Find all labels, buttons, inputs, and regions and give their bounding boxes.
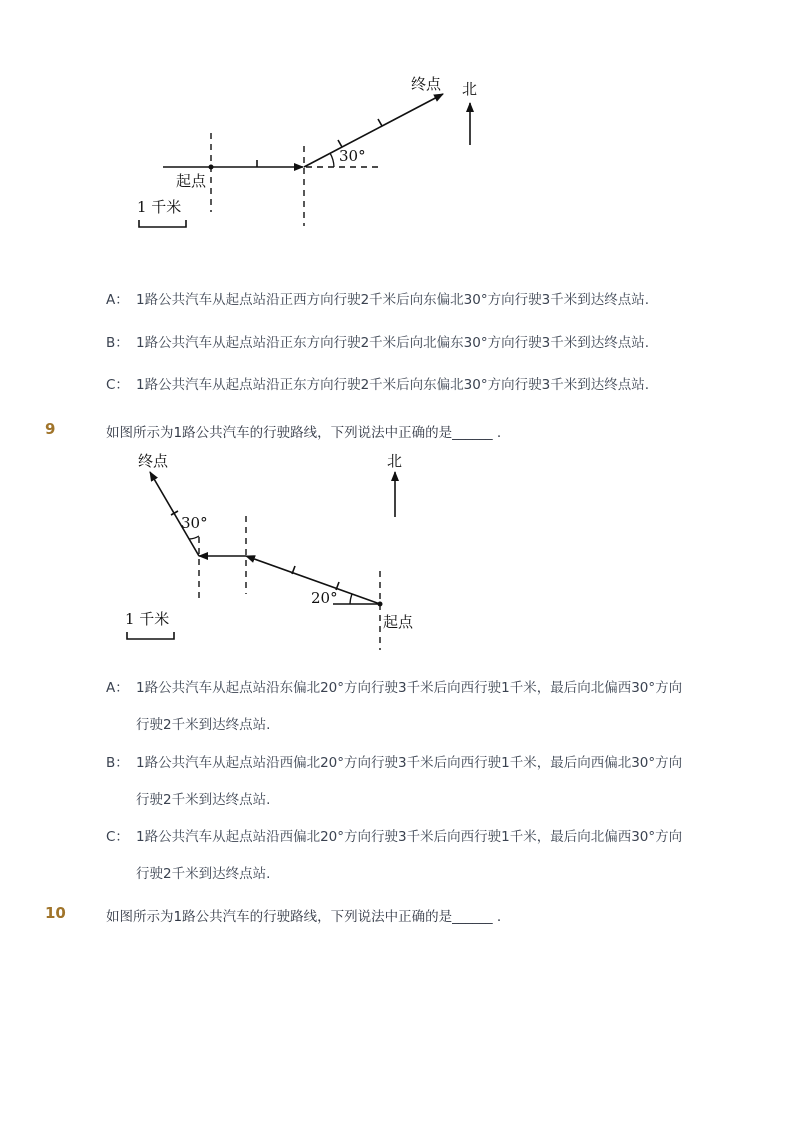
q9-option-a[interactable]	[106, 672, 682, 705]
angle-arc-30	[189, 536, 199, 539]
tick-mark	[378, 119, 382, 126]
start-label: 起点	[176, 172, 207, 190]
route-diagram-2	[0, 440, 800, 660]
start-point-dot	[209, 165, 214, 170]
north-label: 北	[387, 452, 403, 470]
angle-arc	[330, 153, 334, 167]
scale-bar	[127, 632, 174, 639]
option-letter: C：	[106, 377, 129, 393]
question-text-9: 如图所示为1路公共汽车的行驶路线，下列说法中正确的是______ .	[106, 425, 502, 441]
option-text: 1路公共汽车从起点站沿西偏北20°方向行驶3千米后向西行驶1千米，最后向西偏北30°方向	[136, 755, 683, 771]
option-letter: C：	[106, 829, 129, 845]
question-text-10: 如图所示为1路公共汽车的行驶路线，下列说法中正确的是______ .	[106, 909, 502, 925]
q8-option-c[interactable]	[106, 369, 649, 402]
angle-30-label: 30°	[181, 514, 208, 532]
route-segment-diagonal	[304, 94, 443, 167]
angle-label: 30°	[339, 147, 366, 165]
scale-label: 1 千米	[125, 610, 170, 628]
q8-option-b[interactable]	[106, 327, 649, 360]
option-letter: A：	[106, 680, 129, 696]
option-text: 1路公共汽车从起点站沿东偏北20°方向行驶3千米后向西行驶1千米，最后向北偏西30°方向	[136, 680, 683, 696]
option-letter: B：	[106, 335, 129, 351]
start-point-dot	[378, 602, 383, 607]
angle-arc-20	[350, 594, 352, 604]
angle-20-label: 20°	[311, 589, 338, 607]
q9-option-a-cont: 行驶2千米到达终点站.	[136, 717, 271, 733]
question-number-10: 10	[45, 904, 66, 922]
q8-option-a[interactable]	[106, 284, 649, 317]
q9-option-c[interactable]	[106, 821, 682, 854]
q9-option-c-cont: 行驶2千米到达终点站.	[136, 866, 271, 882]
option-text: 1路公共汽车从起点站沿西偏北20°方向行驶3千米后向西行驶1千米，最后向北偏西30°方向	[136, 829, 683, 845]
q9-option-b[interactable]	[106, 747, 682, 780]
scale-label: 1 千米	[137, 198, 182, 216]
route-diagram-1	[0, 0, 800, 260]
option-letter: A：	[106, 292, 129, 308]
scale-bar	[139, 220, 186, 227]
option-text: 1路公共汽车从起点站沿正东方向行驶2千米后向东偏北30°方向行驶3千米到达终点站.	[136, 377, 649, 393]
option-text: 1路公共汽车从起点站沿正西方向行驶2千米后向东偏北30°方向行驶3千米到达终点站.	[136, 292, 649, 308]
start-label: 起点	[383, 613, 414, 631]
q9-option-b-cont: 行驶2千米到达终点站.	[136, 792, 271, 808]
end-label: 终点	[138, 452, 169, 470]
north-label: 北	[462, 80, 478, 98]
option-letter: B：	[106, 755, 129, 771]
question-number-9: 9	[45, 420, 56, 438]
end-label: 终点	[411, 75, 442, 93]
tick-mark	[338, 140, 342, 147]
option-text: 1路公共汽车从起点站沿正东方向行驶2千米后向北偏东30°方向行驶3千米到达终点站.	[136, 335, 649, 351]
